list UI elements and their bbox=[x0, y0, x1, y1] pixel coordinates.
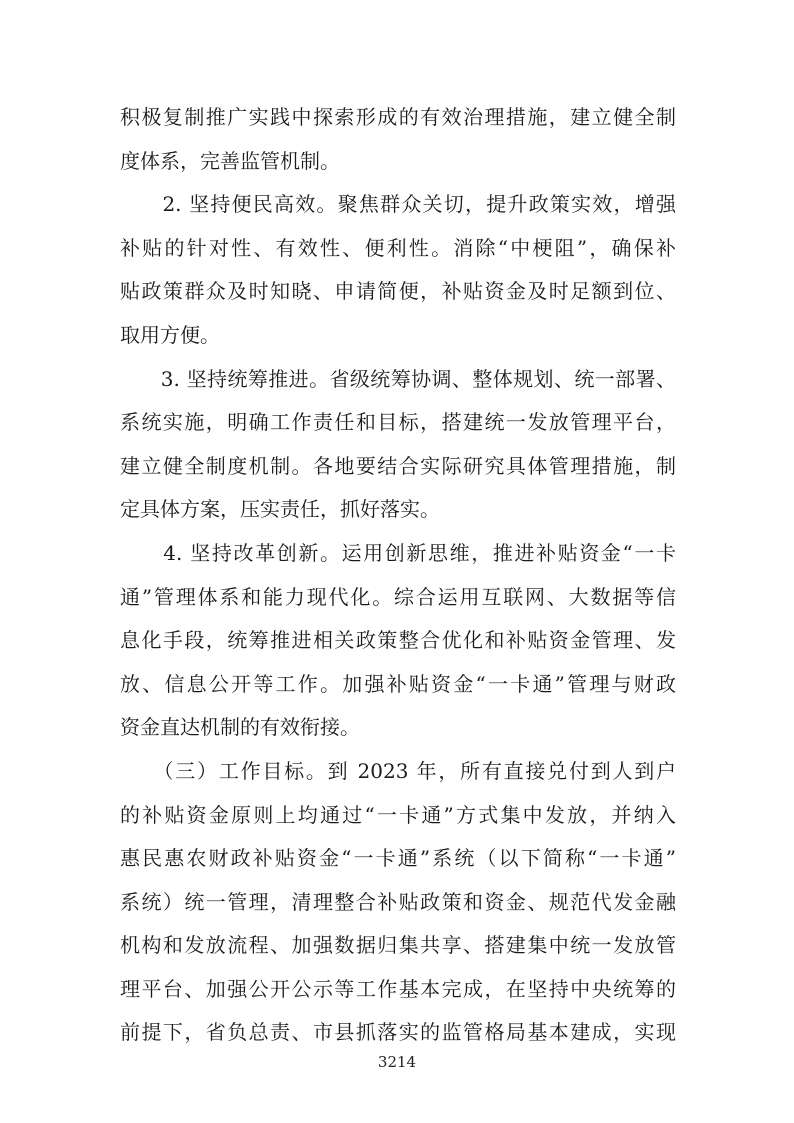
text-line: 2. 坚持便民高效。聚焦群众关切，提升政策实效，增强 bbox=[120, 192, 676, 217]
text-line: 系统实施，明确工作责任和目标，搭建统一发放管理平台， bbox=[120, 410, 676, 435]
text-line: 系统）统一管理，清理整合补贴政策和资金、规范代发金融 bbox=[120, 889, 676, 914]
text-line: 补贴的针对性、有效性、便利性。消除“中梗阻”，确保补 bbox=[120, 235, 676, 260]
text-line: 建立健全制度机制。各地要结合实际研究具体管理措施，制 bbox=[120, 453, 676, 478]
text-line: 资金直达机制的有效衔接。 bbox=[120, 715, 360, 740]
text-line: 机构和发放流程、加强数据归集共享、搭建集中统一发放管 bbox=[120, 933, 676, 958]
text-line: 息化手段，统筹推进相关政策整合优化和补贴资金管理、发 bbox=[120, 628, 676, 653]
text-line: 度体系，完善监管机制。 bbox=[120, 148, 340, 173]
text-line: 定具体方案，压实责任，抓好落实。 bbox=[120, 497, 440, 522]
document-body bbox=[120, 96, 676, 1055]
text-line: 4. 坚持改革创新。运用创新思维，推进补贴资金“一卡 bbox=[120, 540, 676, 565]
text-line: 积极复制推广实践中探索形成的有效治理措施，建立健全制 bbox=[120, 105, 676, 129]
text-line: 3. 坚持统筹推进。省级统筹协调、整体规划、统一部署、 bbox=[120, 366, 676, 391]
text-line: 通”管理体系和能力现代化。综合运用互联网、大数据等信 bbox=[120, 584, 676, 609]
text-line: （三）工作目标。到 2023 年，所有直接兑付到人到户 bbox=[120, 758, 676, 783]
text-line: 放、信息公开等工作。加强补贴资金“一卡通”管理与财政 bbox=[120, 671, 676, 696]
page-number: 3214 bbox=[377, 1053, 417, 1071]
text-line: 惠民惠农财政补贴资金“一卡通”系统（以下简称“一卡通” bbox=[120, 846, 676, 871]
text-line: 取用方便。 bbox=[120, 322, 220, 347]
text-line: 的补贴资金原则上均通过“一卡通”方式集中发放，并纳入 bbox=[120, 802, 676, 827]
text-line: 贴政策群众及时知晓、申请简便，补贴资金及时足额到位、 bbox=[120, 279, 676, 304]
text-line: 前提下，省负总责、市县抓落实的监管格局基本建成，实现 bbox=[120, 1020, 676, 1045]
text-line: 理平台、加强公开公示等工作基本完成，在坚持中央统筹的 bbox=[120, 976, 676, 1001]
